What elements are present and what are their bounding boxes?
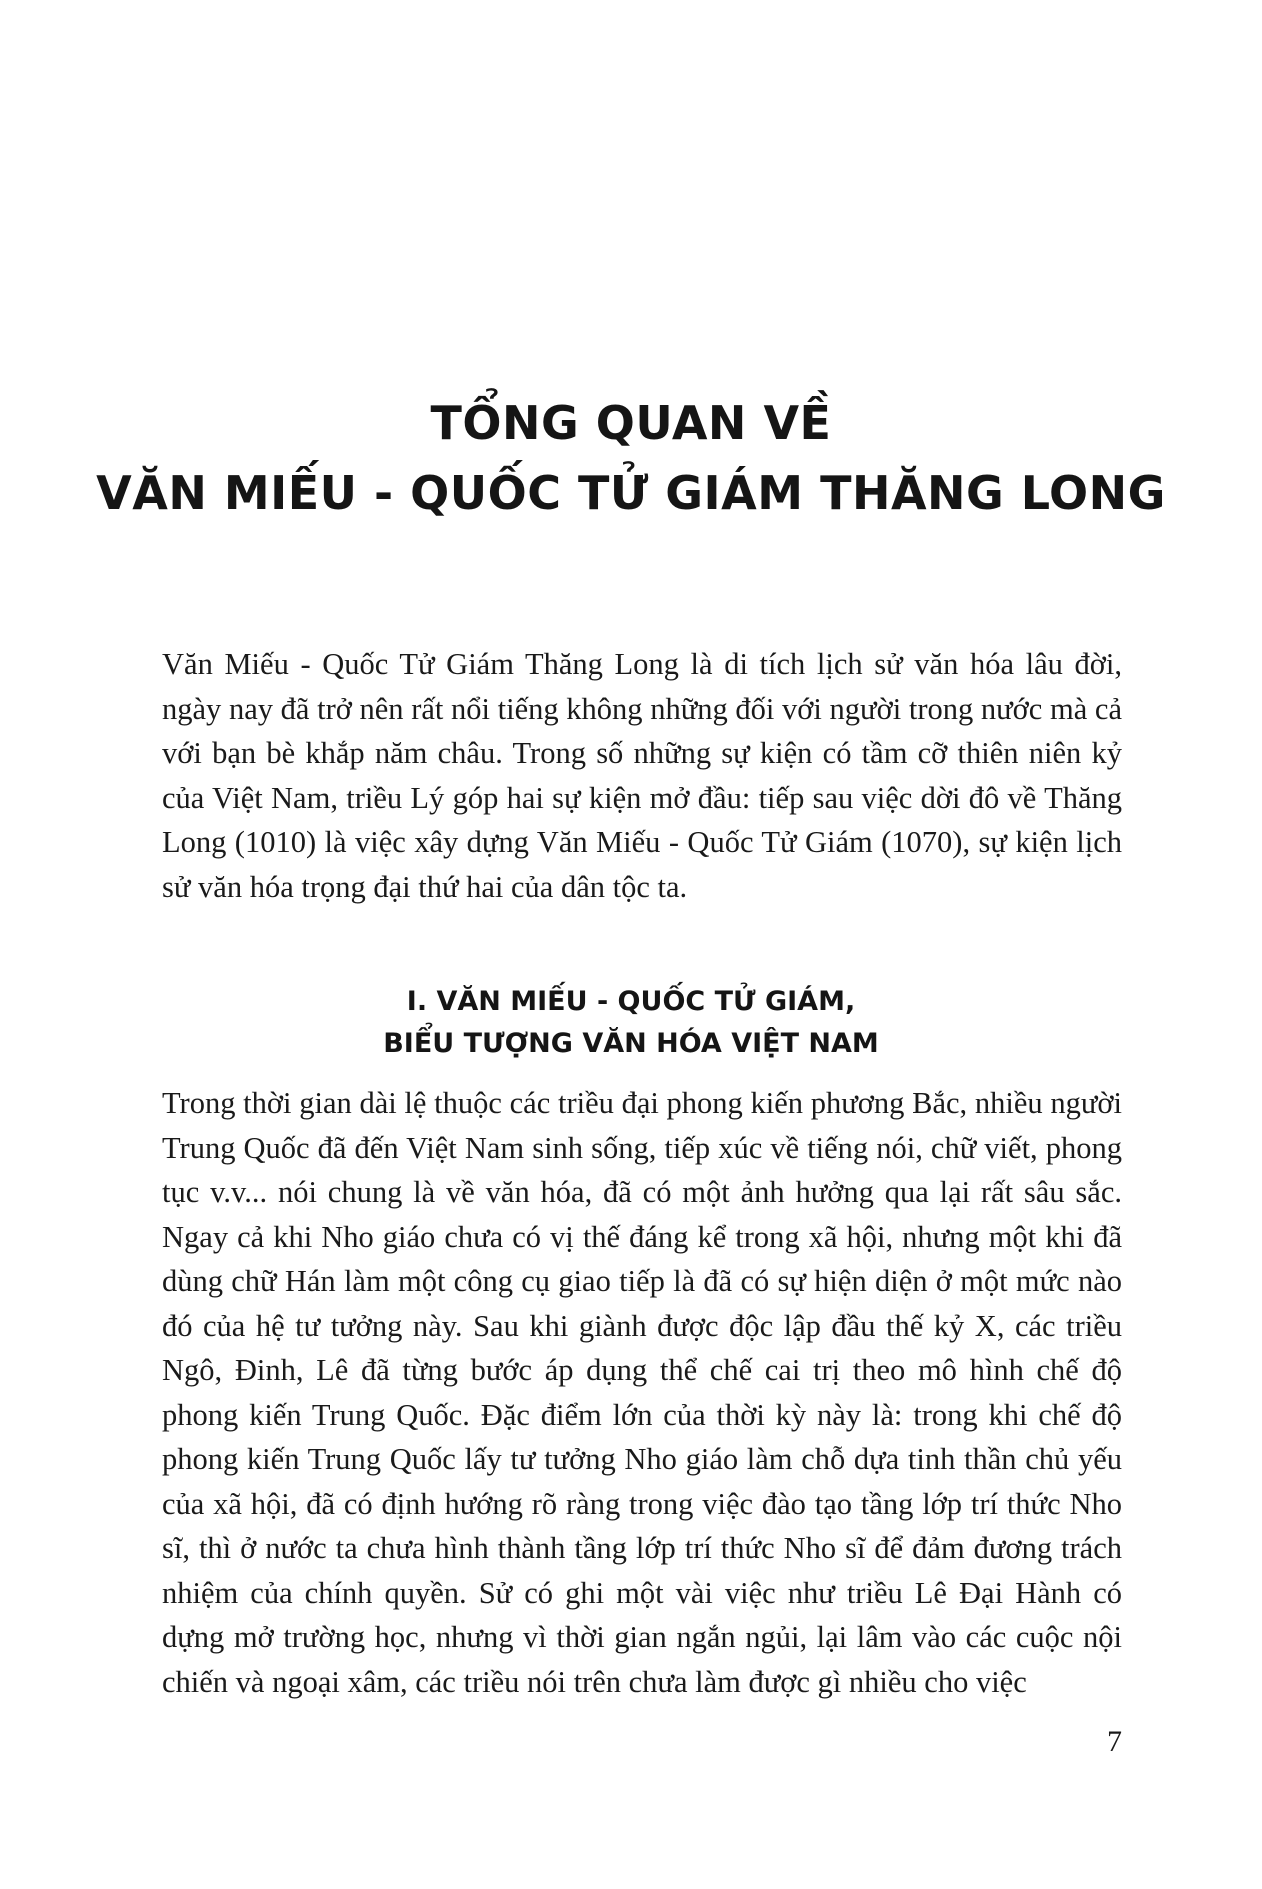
- chapter-title: [0, 388, 1262, 528]
- intro-paragraph: Văn Miếu - Quốc Tử Giám Thăng Long là di tích lịch sử văn hóa lâu đời, ngày nay đã trở nên rất nổi tiếng không những đối với người trong nước mà cả với bạn bè khắp năm châu. Trong số những sự kiện có tầm cỡ thiên niên kỷ của Việt Nam, triều Lý góp hai sự kiện mở đầu: tiếp sau việc dời đô về Thăng Long (1010) là việc xây dựng Văn Miếu - Quốc Tử Giám (1070), sự kiện lịch sử văn hóa trọng đại thứ hai của dân tộc ta.: [162, 647, 1122, 904]
- section-heading-line-2: BIỂU TƯỢNG VĂN HÓA VIỆT NAM: [383, 1028, 879, 1059]
- page-number: 7: [1107, 1725, 1122, 1758]
- section-paragraph: Trong thời gian dài lệ thuộc các triều đại phong kiến phương Bắc, nhiều người Trung Quốc đã đến Việt Nam sinh sống, tiếp xúc về tiếng nói, chữ viết, phong tục v.v... nói chung là về văn hóa, đã có một ảnh hưởng qua lại rất sâu sắc. Ngay cả khi Nho giáo chưa có vị thế đáng kể trong xã hội, nhưng một khi đã dùng chữ Hán làm một công cụ giao tiếp là đã có sự hiện diện ở một mức nào đó của hệ tư tưởng này. Sau khi giành được độc lập đầu thế kỷ X, các triều Ngô, Đinh, Lê đã từng bước áp dụng thể chế cai trị theo mô hình chế độ phong kiến Trung Quốc. Đặc điểm lớn của thời kỳ này là: trong khi chế độ phong kiến Trung Quốc lấy tư tưởng Nho giáo làm chỗ dựa tinh thần chủ yếu của xã hội, đã có định hướng rõ ràng trong việc đào tạo tầng lớp trí thức Nho sĩ, thì ở nước ta chưa hình thành tầng lớp trí thức Nho sĩ để đảm đương trách nhiệm của chính quyền. Sử có ghi một vài việc như triều Lê Đại Hành có dựng mở trường học, nhưng vì thời gian ngắn ngủi, lại lâm vào các cuộc nội chiến và ngoại xâm, các triều nói trên chưa làm được gì nhiều cho việc: [162, 1086, 1122, 1699]
- chapter-title-line-1: TỔNG QUAN VỀ: [430, 396, 832, 450]
- section-heading: [0, 981, 1262, 1065]
- chapter-title-line-2: VĂN MIẾU - QUỐC TỬ GIÁM THĂNG LONG: [96, 466, 1166, 520]
- section-heading-line-1: I. VĂN MIẾU - QUỐC TỬ GIÁM,: [406, 986, 856, 1017]
